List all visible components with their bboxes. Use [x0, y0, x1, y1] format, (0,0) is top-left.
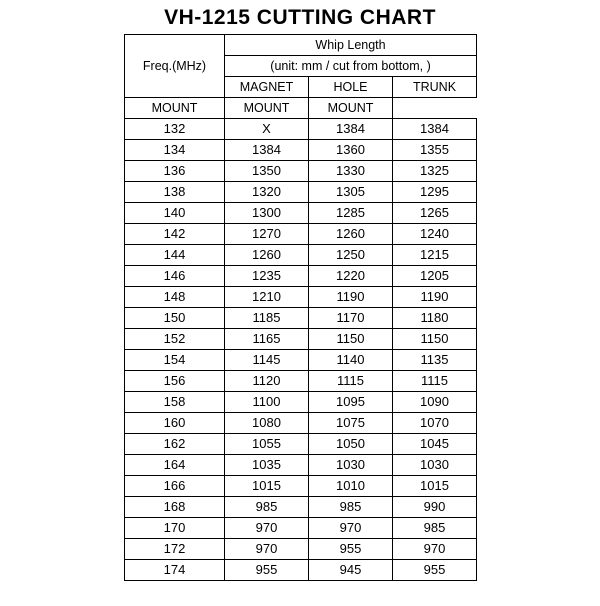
cutting-chart-page — [0, 6, 600, 606]
cell-magnet-mount: 1320 — [225, 182, 309, 203]
cell-magnet-mount: 1185 — [225, 308, 309, 329]
column-group-subheader-units: (unit: mm / cut from bottom, ) — [225, 56, 477, 77]
table-row — [125, 287, 477, 308]
cell-magnet-mount: 955 — [225, 560, 309, 581]
cell-frequency: 148 — [125, 287, 225, 308]
cell-trunk-mount: 1384 — [393, 119, 477, 140]
table-row — [125, 266, 477, 287]
column-header-magnet-mount-top: MAGNET — [225, 77, 309, 98]
table-row — [125, 413, 477, 434]
table-body — [125, 119, 477, 581]
cell-hole-mount: 1330 — [309, 161, 393, 182]
table-row — [125, 203, 477, 224]
cell-hole-mount: 970 — [309, 518, 393, 539]
cell-magnet-mount: 1260 — [225, 245, 309, 266]
cell-hole-mount: 1010 — [309, 476, 393, 497]
column-header-trunk-mount-top: TRUNK — [393, 77, 477, 98]
cell-hole-mount: 1384 — [309, 119, 393, 140]
cell-trunk-mount: 1180 — [393, 308, 477, 329]
cell-frequency: 154 — [125, 350, 225, 371]
table-row — [125, 476, 477, 497]
cell-trunk-mount: 955 — [393, 560, 477, 581]
cell-hole-mount: 985 — [309, 497, 393, 518]
cell-magnet-mount: 1015 — [225, 476, 309, 497]
cell-magnet-mount: 970 — [225, 518, 309, 539]
cell-frequency: 172 — [125, 539, 225, 560]
cell-frequency: 138 — [125, 182, 225, 203]
cell-magnet-mount: 1100 — [225, 392, 309, 413]
cell-trunk-mount: 1325 — [393, 161, 477, 182]
header-row-4 — [125, 98, 477, 119]
cell-magnet-mount: 1350 — [225, 161, 309, 182]
cell-magnet-mount: 1165 — [225, 329, 309, 350]
table-row — [125, 224, 477, 245]
cell-hole-mount: 1115 — [309, 371, 393, 392]
cell-trunk-mount: 1205 — [393, 266, 477, 287]
column-header-frequency: Freq.(MHz) — [125, 35, 225, 98]
table-row — [125, 392, 477, 413]
cell-hole-mount: 1050 — [309, 434, 393, 455]
cell-hole-mount: 1220 — [309, 266, 393, 287]
cell-magnet-mount: 1270 — [225, 224, 309, 245]
header-row-1 — [125, 35, 477, 56]
cell-trunk-mount: 1190 — [393, 287, 477, 308]
page-title: VH-1215 CUTTING CHART — [164, 6, 436, 29]
table-header — [125, 35, 477, 119]
cell-frequency: 136 — [125, 161, 225, 182]
cell-trunk-mount: 1045 — [393, 434, 477, 455]
table-row — [125, 182, 477, 203]
cell-hole-mount: 1285 — [309, 203, 393, 224]
table-container — [124, 34, 476, 581]
table-row — [125, 434, 477, 455]
cell-hole-mount: 1030 — [309, 455, 393, 476]
cell-magnet-mount: X — [225, 119, 309, 140]
table-row — [125, 245, 477, 266]
cutting-chart-table — [124, 34, 477, 581]
column-header-hole-mount-bottom: MOUNT — [225, 98, 309, 119]
column-header-trunk-mount-bottom: MOUNT — [309, 98, 393, 119]
cell-hole-mount: 1260 — [309, 224, 393, 245]
cell-hole-mount: 1305 — [309, 182, 393, 203]
cell-frequency: 142 — [125, 224, 225, 245]
table-row — [125, 308, 477, 329]
cell-trunk-mount: 1295 — [393, 182, 477, 203]
cell-magnet-mount: 1210 — [225, 287, 309, 308]
cell-hole-mount: 1190 — [309, 287, 393, 308]
cell-hole-mount: 1075 — [309, 413, 393, 434]
cell-magnet-mount: 1035 — [225, 455, 309, 476]
cell-frequency: 174 — [125, 560, 225, 581]
cell-frequency: 146 — [125, 266, 225, 287]
cell-hole-mount: 1250 — [309, 245, 393, 266]
column-header-magnet-mount-bottom: MOUNT — [125, 98, 225, 119]
cell-frequency: 158 — [125, 392, 225, 413]
cell-magnet-mount: 1300 — [225, 203, 309, 224]
column-header-hole-mount-top: HOLE — [309, 77, 393, 98]
cell-trunk-mount: 1070 — [393, 413, 477, 434]
cell-magnet-mount: 1384 — [225, 140, 309, 161]
table-row — [125, 350, 477, 371]
cell-trunk-mount: 1115 — [393, 371, 477, 392]
table-row — [125, 371, 477, 392]
cell-hole-mount: 1140 — [309, 350, 393, 371]
cell-trunk-mount: 1215 — [393, 245, 477, 266]
cell-hole-mount: 1170 — [309, 308, 393, 329]
cell-trunk-mount: 1090 — [393, 392, 477, 413]
cell-trunk-mount: 1150 — [393, 329, 477, 350]
cell-magnet-mount: 1145 — [225, 350, 309, 371]
cell-frequency: 164 — [125, 455, 225, 476]
cell-hole-mount: 945 — [309, 560, 393, 581]
cell-frequency: 166 — [125, 476, 225, 497]
cell-trunk-mount: 1240 — [393, 224, 477, 245]
cell-frequency: 156 — [125, 371, 225, 392]
cell-trunk-mount: 1265 — [393, 203, 477, 224]
table-row — [125, 539, 477, 560]
table-row — [125, 455, 477, 476]
cell-frequency: 150 — [125, 308, 225, 329]
cell-trunk-mount: 970 — [393, 539, 477, 560]
table-row — [125, 140, 477, 161]
cell-frequency: 160 — [125, 413, 225, 434]
cell-trunk-mount: 990 — [393, 497, 477, 518]
table-row — [125, 161, 477, 182]
cell-magnet-mount: 970 — [225, 539, 309, 560]
cell-frequency: 170 — [125, 518, 225, 539]
cell-frequency: 168 — [125, 497, 225, 518]
cell-frequency: 162 — [125, 434, 225, 455]
cell-frequency: 152 — [125, 329, 225, 350]
table-row — [125, 119, 477, 140]
table-row — [125, 329, 477, 350]
cell-frequency: 144 — [125, 245, 225, 266]
cell-hole-mount: 1150 — [309, 329, 393, 350]
cell-trunk-mount: 1030 — [393, 455, 477, 476]
cell-hole-mount: 955 — [309, 539, 393, 560]
cell-magnet-mount: 1080 — [225, 413, 309, 434]
cell-frequency: 134 — [125, 140, 225, 161]
cell-frequency: 132 — [125, 119, 225, 140]
cell-hole-mount: 1360 — [309, 140, 393, 161]
column-group-header-whip-length: Whip Length — [225, 35, 477, 56]
table-row — [125, 497, 477, 518]
table-row — [125, 518, 477, 539]
cell-frequency: 140 — [125, 203, 225, 224]
cell-magnet-mount: 1055 — [225, 434, 309, 455]
cell-trunk-mount: 1355 — [393, 140, 477, 161]
cell-trunk-mount: 985 — [393, 518, 477, 539]
cell-magnet-mount: 1235 — [225, 266, 309, 287]
cell-trunk-mount: 1135 — [393, 350, 477, 371]
cell-magnet-mount: 985 — [225, 497, 309, 518]
cell-hole-mount: 1095 — [309, 392, 393, 413]
cell-magnet-mount: 1120 — [225, 371, 309, 392]
table-row — [125, 560, 477, 581]
cell-trunk-mount: 1015 — [393, 476, 477, 497]
